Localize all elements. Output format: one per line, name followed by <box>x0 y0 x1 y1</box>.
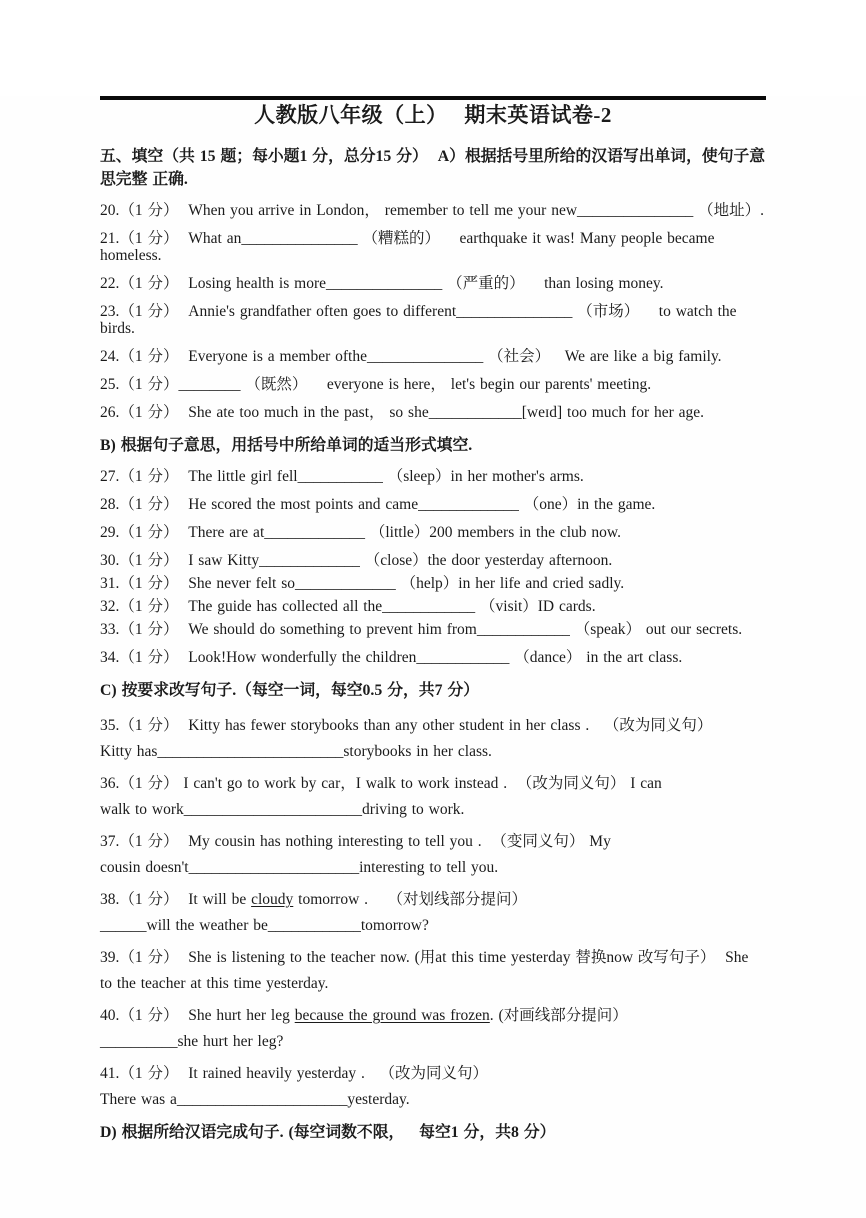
question-line <box>100 621 766 638</box>
continuation-line <box>100 801 766 818</box>
text-segment: 27.（1 分） The little girl fell___________ （sleep）in her mother's arms. <box>100 468 584 485</box>
question-line <box>100 275 766 292</box>
text-segment: . (对画线部分提问） <box>489 1007 628 1024</box>
text-segment: 39.（1 分） She is listening to the teacher now. (用at this time yesterday 替换now 改写句子） She <box>100 949 749 966</box>
text-segment: tomorrow . （对划线部分提问） <box>293 891 528 908</box>
question-line <box>100 717 766 734</box>
text-segment: 31.（1 分） She never felt so_____________ （help）in her life and cried sadly. <box>100 575 625 592</box>
page-title: 人教版八年级（上） 期末英语试卷-2 <box>254 103 612 127</box>
text-segment: 36.（1 分） I can't go to work by car，I walk to work instead . （改为同义句） I can <box>100 775 662 792</box>
text-segment: 25.（1 分）________ （既然） everyone is here， let's begin our parents' meeting. <box>100 376 652 393</box>
top-rule-divider <box>100 96 766 100</box>
text-segment: 21.（1 分） What an_______________ （糟糕的） earthquake it was! Many people became homeless. <box>100 230 720 264</box>
text-segment: 29.（1 分） There are at_____________ （little）200 members in the club now. <box>100 524 621 541</box>
section-header <box>100 679 766 702</box>
text-segment: 22.（1 分） Losing health is more_______________ （严重的） than losing money. <box>100 275 664 292</box>
underlined-text: cloudy <box>251 891 294 908</box>
text-segment: 34.（1 分） Look!How wonderfully the children____________ （dance） in the art class. <box>100 649 683 666</box>
question-line <box>100 404 766 421</box>
text-segment: 38.（1 分） It will be <box>100 891 252 908</box>
question-line <box>100 1007 766 1024</box>
section-header <box>100 434 766 457</box>
text-segment: There was a______________________yesterday. <box>100 1091 410 1108</box>
exam-body <box>100 145 766 1144</box>
text-segment: 32.（1 分） The guide has collected all the____________ （visit）ID cards. <box>100 598 596 615</box>
text-segment: ______will the weather be____________tomorrow? <box>100 917 429 934</box>
question-line <box>100 891 766 908</box>
text-segment: 24.（1 分） Everyone is a member ofthe_______________ （社会） We are like a big family. <box>100 348 722 365</box>
text-segment: 33.（1 分） We should do something to prevent him from____________ （speak） out our secrets. <box>100 621 743 638</box>
continuation-line <box>100 743 766 760</box>
exam-page <box>0 96 866 1218</box>
question-line <box>100 230 766 264</box>
text-segment: 40.（1 分） She hurt her leg <box>100 1007 295 1024</box>
question-line <box>100 468 766 485</box>
question-line <box>100 303 766 337</box>
text-segment: 35.（1 分） Kitty has fewer storybooks than any other student in her class . （改为同义句） <box>100 717 713 734</box>
question-line <box>100 775 766 792</box>
continuation-line <box>100 1033 766 1050</box>
text-segment: C) 按要求改写句子.（每空一词，每空0.5 分，共7 分） <box>100 682 480 699</box>
continuation-line <box>100 859 766 876</box>
text-segment: 30.（1 分） I saw Kitty_____________ （close）the door yesterday afternoon. <box>100 552 613 569</box>
question-line <box>100 575 766 592</box>
question-line <box>100 376 766 393</box>
question-line <box>100 552 766 569</box>
text-segment: cousin doesn't______________________interesting to tell you. <box>100 859 499 876</box>
question-line <box>100 649 766 666</box>
text-segment: 23.（1 分） Annie's grandfather often goes to different_______________ （市场） to watch the birds. <box>100 303 742 337</box>
question-line <box>100 524 766 541</box>
text-segment: D) 根据所给汉语完成句子. (每空词数不限， 每空1 分，共8 分） <box>100 1124 556 1141</box>
text-segment: 37.（1 分） My cousin has nothing interesting to tell you . （变同义句） My <box>100 833 611 850</box>
text-segment: 20.（1 分） When you arrive in London， remember to tell me your new_______________ （地址）. <box>100 202 765 219</box>
section-header <box>100 145 766 191</box>
page-content <box>100 96 766 1144</box>
text-segment: to the teacher at this time yesterday. <box>100 975 329 992</box>
continuation-line <box>100 917 766 934</box>
question-line <box>100 949 766 966</box>
text-segment: 26.（1 分） She ate too much in the past， so she____________[weɪd] too much for her age. <box>100 404 705 421</box>
text-segment: walk to work_______________________driving to work. <box>100 801 465 818</box>
question-line <box>100 833 766 850</box>
continuation-line <box>100 1091 766 1108</box>
text-segment: 41.（1 分） It rained heavily yesterday . （改为同义句） <box>100 1065 488 1082</box>
text-segment: 28.（1 分） He scored the most points and came_____________ （one）in the game. <box>100 496 656 513</box>
underlined-text: because the ground was frozen <box>294 1007 490 1024</box>
question-line <box>100 202 766 219</box>
question-line <box>100 1065 766 1082</box>
question-line <box>100 348 766 365</box>
text-segment: B) 根据句子意思，用括号中所给单词的适当形式填空. <box>100 437 473 454</box>
question-line <box>100 496 766 513</box>
question-line <box>100 598 766 615</box>
section-header <box>100 1121 766 1144</box>
text-segment: __________she hurt her leg? <box>100 1033 284 1050</box>
text-segment: Kitty has________________________storybooks in her class. <box>100 743 492 760</box>
continuation-line <box>100 975 766 992</box>
text-segment: 五、填空（共 15 题；每小题1 分，总分15 分） A）根据括号里所给的汉语写出单词，使句子意思完整 正确. <box>100 148 766 188</box>
